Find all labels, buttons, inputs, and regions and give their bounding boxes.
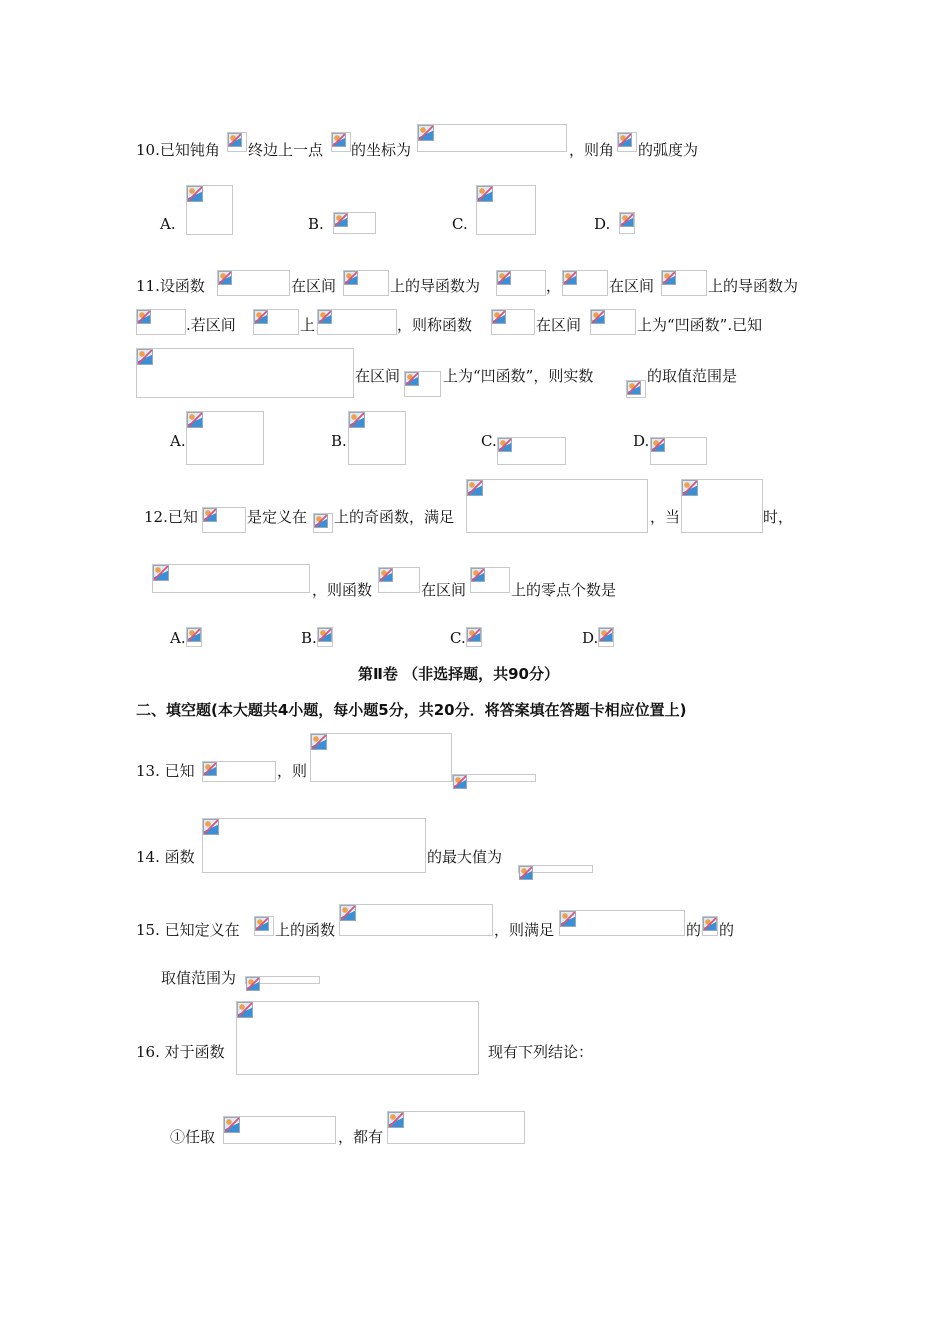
option-image xyxy=(497,437,566,465)
formula-image xyxy=(562,270,608,296)
q11-comma: ， xyxy=(546,277,562,295)
q12-lead: 12.已知 xyxy=(144,508,198,526)
q15-text-a: 上的函数 xyxy=(275,921,336,939)
part2-title: 第Ⅱ卷 （非选择题，共90分） xyxy=(358,665,559,683)
section2-heading: 二、填空题(本大题共4小题，每小题5分，共20分．将答案填在答题卡相应位置上) xyxy=(136,701,687,719)
formula-image xyxy=(590,309,636,335)
q12-option-d: D. xyxy=(582,629,599,647)
formula-image xyxy=(661,270,707,296)
q10-lead: 10.已知钝角 xyxy=(136,141,220,159)
q11-text-f: 上 xyxy=(300,316,316,334)
formula-image xyxy=(626,380,646,398)
q15-text-d: 的 xyxy=(719,921,735,939)
q12-text-c: ，当 xyxy=(650,508,681,526)
formula-image xyxy=(254,916,274,936)
formula-image xyxy=(496,270,546,296)
q11-text-e: .若区间 xyxy=(186,316,236,334)
option-image xyxy=(186,627,202,647)
formula-image xyxy=(236,1001,479,1075)
q10-text-a: 终边上一点 xyxy=(248,141,324,159)
q11-text-h: 在区间 xyxy=(536,316,582,334)
formula-image xyxy=(152,564,310,593)
q11-lead: 11.设函数 xyxy=(136,277,205,295)
q10-option-d: D. xyxy=(594,215,611,233)
formula-image xyxy=(253,309,299,335)
formula-image xyxy=(136,348,354,398)
formula-image xyxy=(202,761,276,782)
formula-image xyxy=(223,1116,336,1144)
formula-image xyxy=(217,270,290,296)
formula-image xyxy=(202,818,426,873)
q10-text-b: 的坐标为 xyxy=(351,141,412,159)
q11-text-b: 上的导函数为 xyxy=(390,277,481,295)
formula-image xyxy=(313,513,333,533)
q14-text-a: 的最大值为 xyxy=(427,848,503,866)
q12-option-b: B. xyxy=(301,629,317,647)
q16-item-1: ①任取 xyxy=(170,1128,216,1146)
q15-text-b: ，则满足 xyxy=(494,921,555,939)
option-image xyxy=(186,411,264,465)
q10-option-b: B. xyxy=(308,215,324,233)
q16-lead: 16. 对于函数 xyxy=(136,1043,225,1061)
formula-image xyxy=(491,309,535,335)
option-image xyxy=(333,212,376,234)
option-image xyxy=(650,437,707,465)
option-image xyxy=(476,185,536,235)
formula-image xyxy=(617,132,637,152)
q11-option-d: D. xyxy=(633,432,650,450)
formula-image xyxy=(387,1111,525,1144)
q13-text-a: ，则 xyxy=(277,762,308,780)
q11-text-l: 的取值范围是 xyxy=(647,367,738,385)
formula-image xyxy=(404,371,441,397)
q11-text-i: 上为“凹函数”.已知 xyxy=(637,316,763,334)
formula-image xyxy=(202,507,246,533)
q14-lead: 14. 函数 xyxy=(136,848,195,866)
answer-blank-image xyxy=(452,774,536,782)
q12-option-c: C. xyxy=(450,629,466,647)
q11-option-b: B. xyxy=(331,432,347,450)
option-image xyxy=(466,627,482,647)
q16-text-c: ，都有 xyxy=(338,1128,384,1146)
q16-text-a: 现有下列结论： xyxy=(488,1043,594,1061)
q12-text-a: 是定义在 xyxy=(247,508,308,526)
option-image xyxy=(317,627,333,647)
q12-text-b: 上的奇函数，满足 xyxy=(334,508,455,526)
formula-image xyxy=(136,309,186,335)
q10-text-d: 的弧度为 xyxy=(638,141,699,159)
q11-text-d: 上的导函数为 xyxy=(708,277,799,295)
formula-image xyxy=(466,479,648,533)
formula-image xyxy=(317,309,397,335)
q12-text-f: 在区间 xyxy=(421,581,467,599)
option-image xyxy=(619,212,635,234)
formula-image xyxy=(702,916,718,936)
answer-blank-image xyxy=(245,976,320,984)
formula-image xyxy=(227,132,247,152)
formula-image xyxy=(378,567,420,593)
q13-lead: 13. 已知 xyxy=(136,762,195,780)
q10-option-a: A. xyxy=(160,215,176,233)
q12-option-a: A. xyxy=(170,629,186,647)
q10-text-c: ，则角 xyxy=(569,141,615,159)
q12-text-d: 时， xyxy=(763,508,794,526)
q11-text-k: 上为“凹函数”，则实数 xyxy=(443,367,594,385)
formula-image xyxy=(559,910,685,936)
formula-image xyxy=(339,904,493,936)
option-image xyxy=(186,185,233,235)
q11-text-g: ，则称函数 xyxy=(397,316,473,334)
formula-image xyxy=(417,124,567,152)
q12-text-e: ，则函数 xyxy=(312,581,373,599)
q11-option-a: A. xyxy=(170,432,186,450)
q11-option-c: C. xyxy=(481,432,497,450)
q11-text-j: 在区间 xyxy=(355,367,401,385)
q15-text-e: 取值范围为 xyxy=(161,969,237,987)
q11-text-a: 在区间 xyxy=(291,277,337,295)
formula-image xyxy=(470,567,510,593)
q11-text-c: 在区间 xyxy=(609,277,655,295)
q15-lead: 15. 已知定义在 xyxy=(136,921,240,939)
formula-image xyxy=(331,132,351,152)
q15-text-c: 的 xyxy=(686,921,702,939)
answer-blank-image xyxy=(518,865,593,873)
q10-option-c: C. xyxy=(452,215,468,233)
formula-image xyxy=(343,270,389,296)
formula-image xyxy=(310,733,452,782)
q12-text-g: 上的零点个数是 xyxy=(511,581,617,599)
formula-image xyxy=(681,479,763,533)
option-image xyxy=(598,627,614,647)
option-image xyxy=(348,411,406,465)
